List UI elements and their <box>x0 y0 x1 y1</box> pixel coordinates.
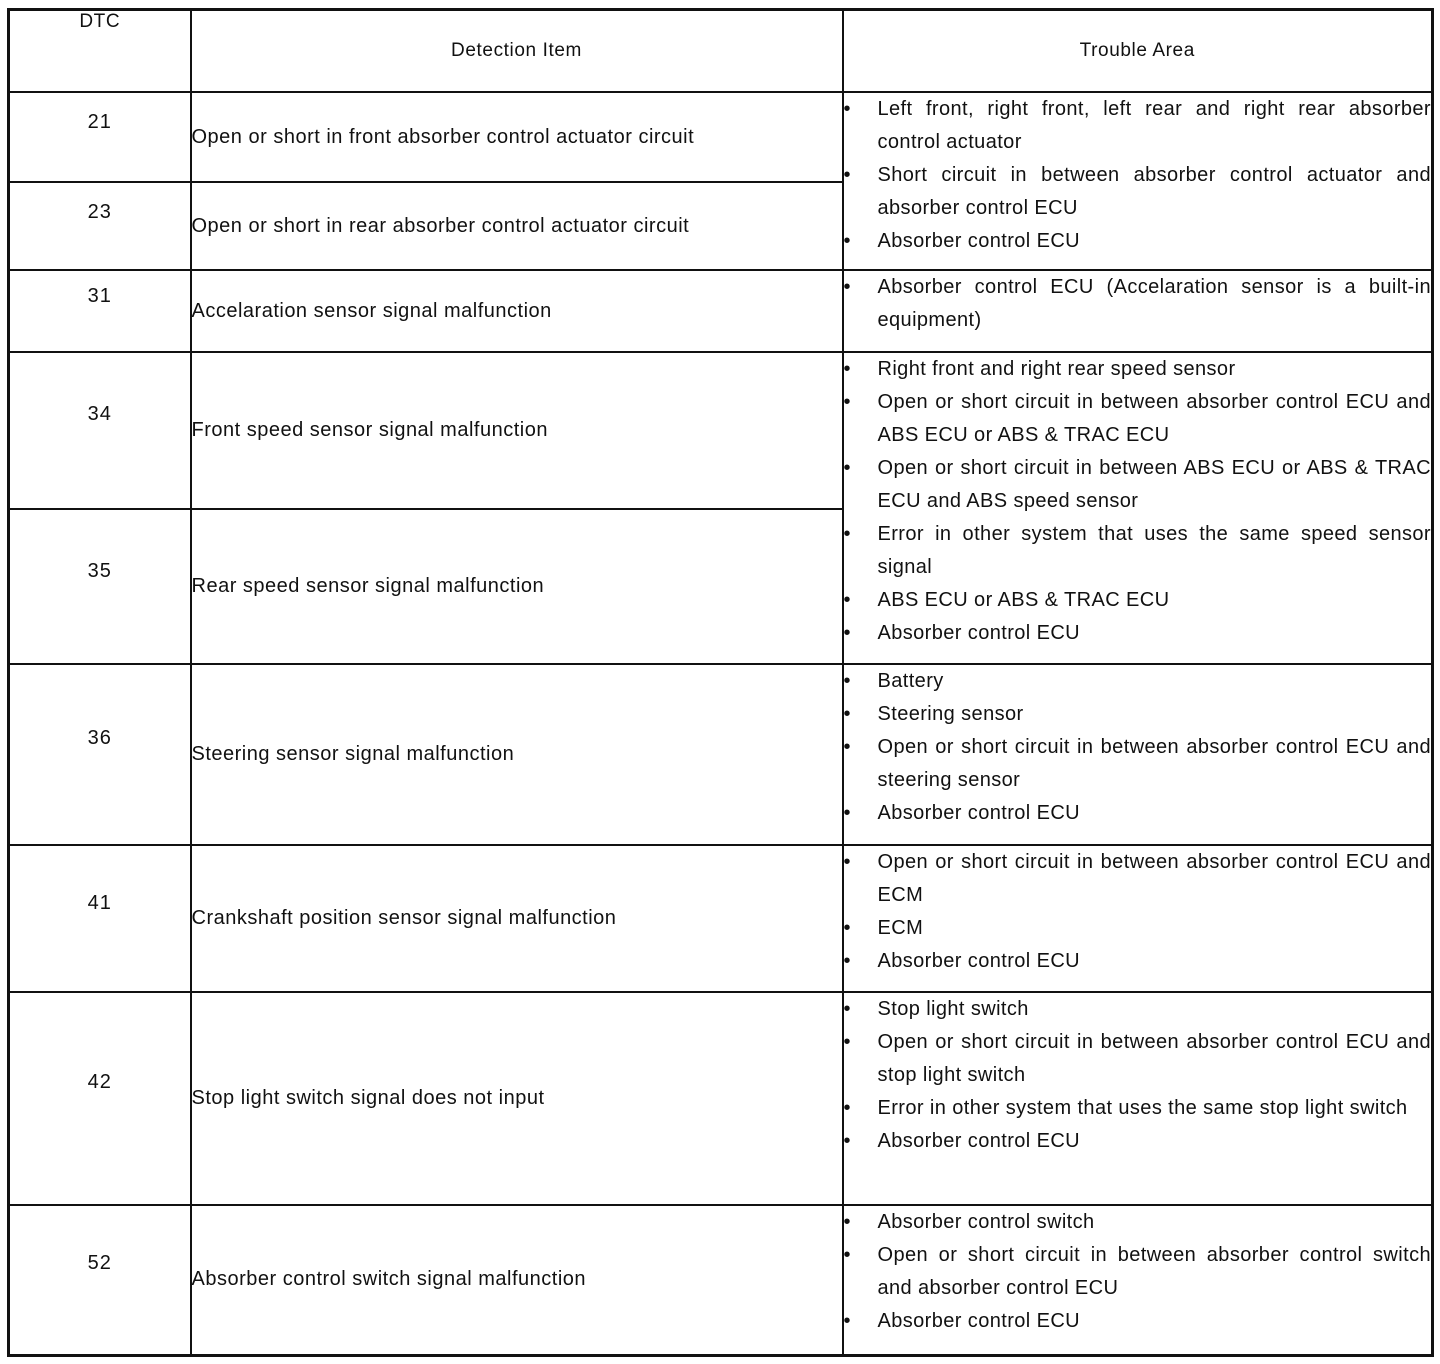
trouble-area-cell <box>843 92 1433 270</box>
header-trouble-area: Trouble Area <box>843 10 1433 93</box>
trouble-area-item: • Open or short circuit in between absorber control ECU and stop light switch <box>844 1026 1432 1092</box>
trouble-area-item: • Open or short circuit in between absorber control ECU and ECM <box>844 846 1432 912</box>
trouble-area-item: • Absorber control ECU <box>844 945 1432 978</box>
trouble-area-item: • Absorber control ECU <box>844 225 1432 258</box>
trouble-area-item: • ABS ECU or ABS & TRAC ECU <box>844 584 1432 617</box>
trouble-area-item: • Absorber control ECU <box>844 797 1432 830</box>
detection-item: Accelaration sensor signal malfunction <box>191 270 843 352</box>
trouble-area-item: • Right front and right rear speed sensor <box>844 353 1432 386</box>
detection-item: Open or short in front absorber control actuator circuit <box>191 92 843 182</box>
trouble-area-list <box>844 846 1432 978</box>
detection-item: Rear speed sensor signal malfunction <box>191 509 843 664</box>
detection-item: Stop light switch signal does not input <box>191 992 843 1205</box>
detection-item: Steering sensor signal malfunction <box>191 664 843 845</box>
detection-item: Front speed sensor signal malfunction <box>191 352 843 509</box>
trouble-area-item: • Open or short circuit in between ABS ECU or ABS & TRAC ECU and ABS speed sensor <box>844 452 1432 518</box>
dtc-table <box>7 8 1434 1357</box>
detection-item: Open or short in rear absorber control actuator circuit <box>191 182 843 270</box>
trouble-area-list <box>844 665 1432 830</box>
header-dtc: DTC <box>9 10 191 93</box>
detection-item: Crankshaft position sensor signal malfunction <box>191 845 843 992</box>
trouble-area-item: • Absorber control ECU <box>844 1125 1432 1158</box>
trouble-area-cell <box>843 992 1433 1205</box>
header-detection-item: Detection Item <box>191 10 843 93</box>
table-row <box>9 1205 1433 1355</box>
trouble-area-list <box>844 271 1432 337</box>
trouble-area-list <box>844 93 1432 258</box>
table-row <box>9 845 1433 992</box>
dtc-code: 31 <box>9 270 191 352</box>
table-row <box>9 92 1433 182</box>
dtc-code: 36 <box>9 664 191 845</box>
dtc-code: 35 <box>9 509 191 664</box>
trouble-area-item: • Steering sensor <box>844 698 1432 731</box>
trouble-area-item: • Absorber control switch <box>844 1206 1432 1239</box>
trouble-area-item: • Short circuit in between absorber control actuator and absorber control ECU <box>844 159 1432 225</box>
dtc-code: 42 <box>9 992 191 1205</box>
trouble-area-item: • Error in other system that uses the same stop light switch <box>844 1092 1432 1125</box>
dtc-code: 41 <box>9 845 191 992</box>
trouble-area-item: • Stop light switch <box>844 993 1432 1026</box>
trouble-area-item: • Error in other system that uses the same speed sensor signal <box>844 518 1432 584</box>
dtc-code: 21 <box>9 92 191 182</box>
dtc-code: 34 <box>9 352 191 509</box>
trouble-area-item: • Open or short circuit in between absorber control ECU and steering sensor <box>844 731 1432 797</box>
dtc-code: 23 <box>9 182 191 270</box>
trouble-area-cell <box>843 664 1433 845</box>
trouble-area-list <box>844 993 1432 1158</box>
dtc-code: 52 <box>9 1205 191 1355</box>
trouble-area-item: • Absorber control ECU <box>844 617 1432 650</box>
trouble-area-cell <box>843 270 1433 352</box>
trouble-area-item: • ECM <box>844 912 1432 945</box>
trouble-area-cell <box>843 1205 1433 1355</box>
trouble-area-list <box>844 353 1432 650</box>
header-row <box>9 10 1433 93</box>
detection-item: Absorber control switch signal malfunction <box>191 1205 843 1355</box>
trouble-area-item: • Absorber control ECU (Accelaration sensor is a built-in equipment) <box>844 271 1432 337</box>
trouble-area-cell <box>843 845 1433 992</box>
table-row <box>9 270 1433 352</box>
trouble-area-item: • Absorber control ECU <box>844 1305 1432 1338</box>
trouble-area-item: • Left front, right front, left rear and right rear absorber control actuator <box>844 93 1432 159</box>
trouble-area-item: • Battery <box>844 665 1432 698</box>
trouble-area-list <box>844 1206 1432 1338</box>
table-row <box>9 664 1433 845</box>
table-row <box>9 352 1433 509</box>
trouble-area-cell <box>843 352 1433 664</box>
trouble-area-item: • Open or short circuit in between absorber control ECU and ABS ECU or ABS & TRAC ECU <box>844 386 1432 452</box>
trouble-area-item: • Open or short circuit in between absorber control switch and absorber control ECU <box>844 1239 1432 1305</box>
table-row <box>9 992 1433 1205</box>
